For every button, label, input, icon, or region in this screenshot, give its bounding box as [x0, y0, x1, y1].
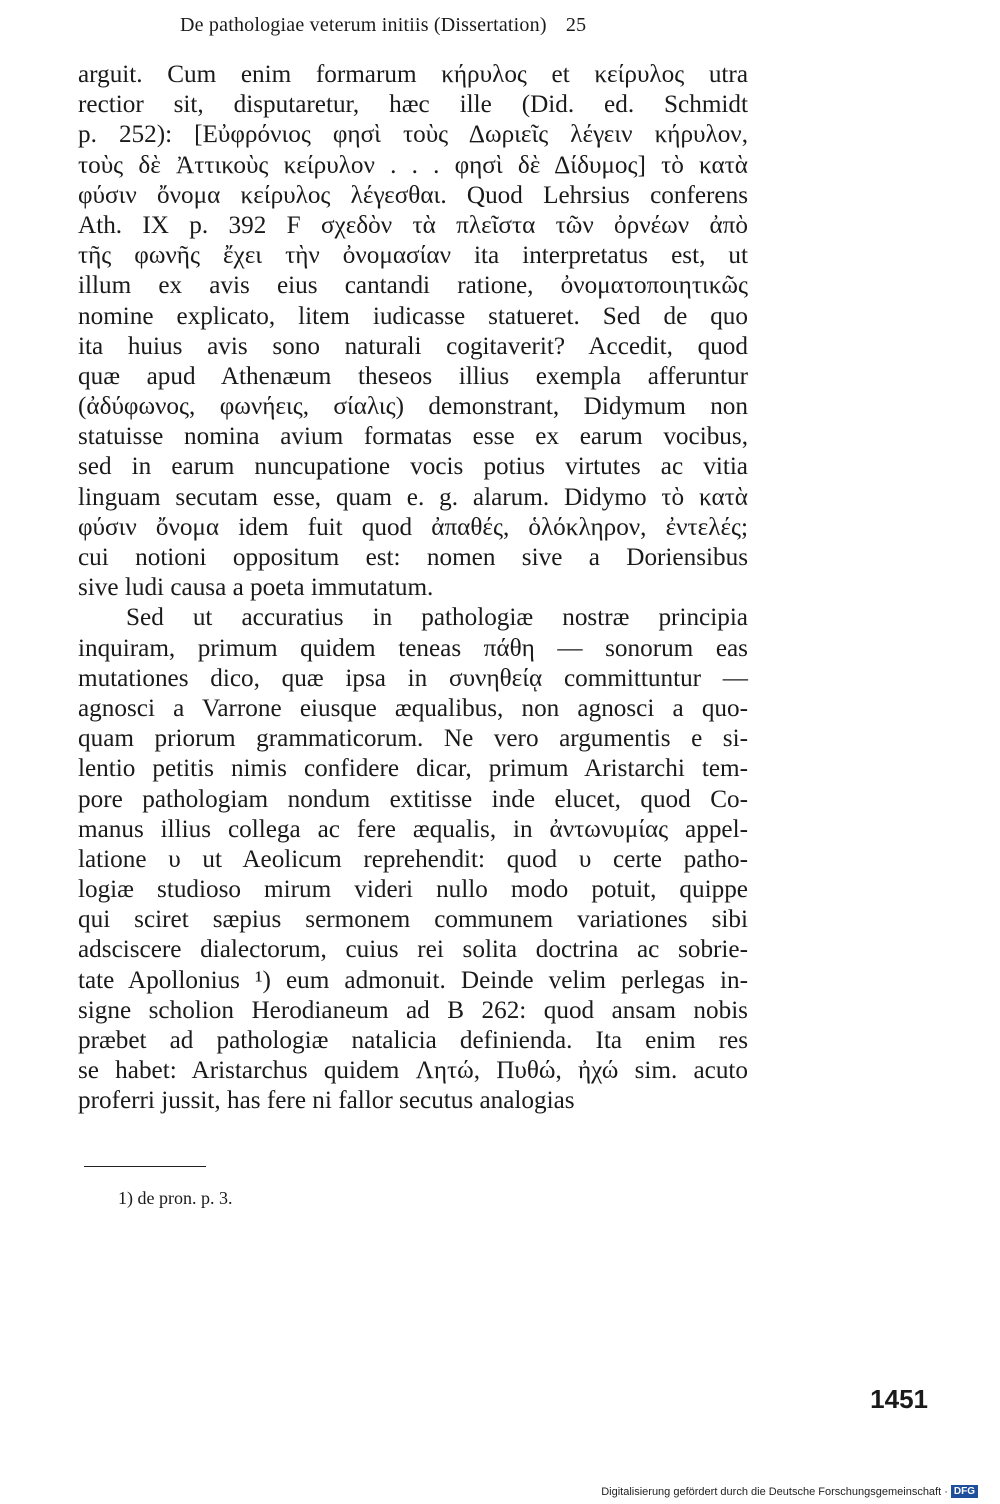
body-text	[78, 60, 748, 1117]
text-line: ita huius avis sono naturali cogitaverit? Accedit, quod	[78, 332, 748, 360]
text-line: p. 252): [Εὐφρόνιος φησὶ τοὺς Δωριεῖς λέγειν κήρυλον,	[78, 121, 748, 149]
text-line: illum ex avis eius cantandi ratione, ὀνοματοποιητικῶς	[78, 272, 748, 300]
text-line: mutationes dico, quæ ipsa in συνηθείᾳ committuntur —	[78, 664, 748, 692]
scan-page-number: 1451	[870, 1384, 928, 1414]
footnote	[118, 1188, 232, 1209]
text-line: adsciscere dialectorum, cuius rei solita doctrina ac sobrie-	[78, 936, 748, 964]
funding-credit-text: Digitalisierung gefördert durch die Deutsche Forschungsgemeinschaft ·	[601, 1485, 948, 1498]
text-line: sive ludi causa a poeta immutatum.	[78, 574, 434, 602]
text-line: nomine explicato, litem iudicasse statueret. Sed de quo	[78, 302, 748, 330]
text-line: latione υ ut Aeolicum reprehendit: quod υ certe patho-	[78, 845, 748, 873]
text-line: τοὺς δὲ Ἀττικοὺς κείρυλον . . . φησὶ δὲ Δίδυμος] τὸ κατὰ	[78, 151, 748, 179]
text-line: proferri jussit, has fere ni fallor secutus analogias	[78, 1087, 575, 1115]
text-line: se habet: Aristarchus quidem Λητώ, Πυθώ, ἠχώ sim. acuto	[78, 1057, 748, 1085]
footnote-marker: 1)	[118, 1188, 133, 1208]
text-line: linguam secutam esse, quam e. g. alarum. Didymo τὸ κατὰ	[78, 483, 748, 511]
running-head	[180, 14, 680, 37]
text-line: pore pathologiam nondum extitisse inde elucet, quod Co-	[78, 785, 748, 813]
text-line: cui notioni oppositum est: nomen sive a Doriensibus	[78, 544, 748, 571]
funding-credit	[601, 1485, 978, 1498]
text-line: statuisse nomina avium formatas esse ex earum vocibus,	[78, 423, 748, 451]
text-line: Sed ut accuratius in pathologiæ nostræ principia	[126, 604, 748, 632]
text-line: manus illius collega ac fere æqualis, in ἀντωνυμίας appel-	[78, 815, 748, 843]
text-line: quæ apud Athenæum theseos illius exempla afferuntur	[78, 362, 748, 390]
text-line: logiæ studioso mirum videri nullo modo potuit, quippe	[78, 876, 748, 904]
footnote-text: de pron. p. 3.	[137, 1188, 233, 1208]
text-line: τῆς φωνῆς ἔχει τὴν ὀνομασίαν ita interpretatus est, ut	[78, 242, 748, 270]
running-head-title: De pathologiae veterum initiis (Dissertation)	[180, 14, 547, 36]
text-line: (ἀδύφωνος, φωνήεις, σίαλις) demonstrant, Didymum non	[78, 393, 748, 421]
text-line: qui sciret sæpius sermonem communem variationes sibi	[78, 906, 748, 934]
text-line: signe scholion Herodianeum ad B 262: quod ansam nobis	[78, 996, 748, 1024]
text-line: rectior sit, disputaretur, hæc ille (Did. ed. Schmidt	[78, 91, 748, 119]
text-line: tate Apollonius ¹) eum admonuit. Deinde velim perlegas in-	[78, 966, 748, 994]
text-line: inquiram, primum quidem teneas πάθη — sonorum eas	[78, 634, 748, 662]
dfg-logo-icon: DFG	[951, 1485, 978, 1498]
footnote-divider	[84, 1166, 206, 1167]
text-line: præbet ad pathologiæ natalicia definienda. Ita enim res	[78, 1027, 748, 1054]
text-line: agnosci a Varrone eiusque æqualibus, non agnosci a quo-	[78, 694, 748, 722]
running-head-page-number: 25	[565, 14, 587, 36]
text-line: Ath. IX p. 392 F σχεδὸν τὰ πλεῖστα τῶν ὀρνέων ἀπὸ	[78, 211, 748, 239]
text-line: φύσιν ὄνομα κείρυλος λέγεσθαι. Quod Lehrsius conferens	[78, 181, 748, 209]
text-line: arguit. Cum enim formarum κήρυλος et κείρυλος utra	[78, 61, 748, 88]
text-line: φύσιν ὄνομα idem fuit quod ἀπαθές, ὁλόκληρον, ἐντελές;	[78, 513, 748, 541]
text-line: lentio petitis nimis confidere dicar, primum Aristarchi tem-	[78, 755, 748, 783]
text-line: quam priorum grammaticorum. Ne vero argumentis e si-	[78, 725, 748, 753]
text-line: sed in earum nuncupatione vocis potius virtutes ac vitia	[78, 453, 748, 481]
